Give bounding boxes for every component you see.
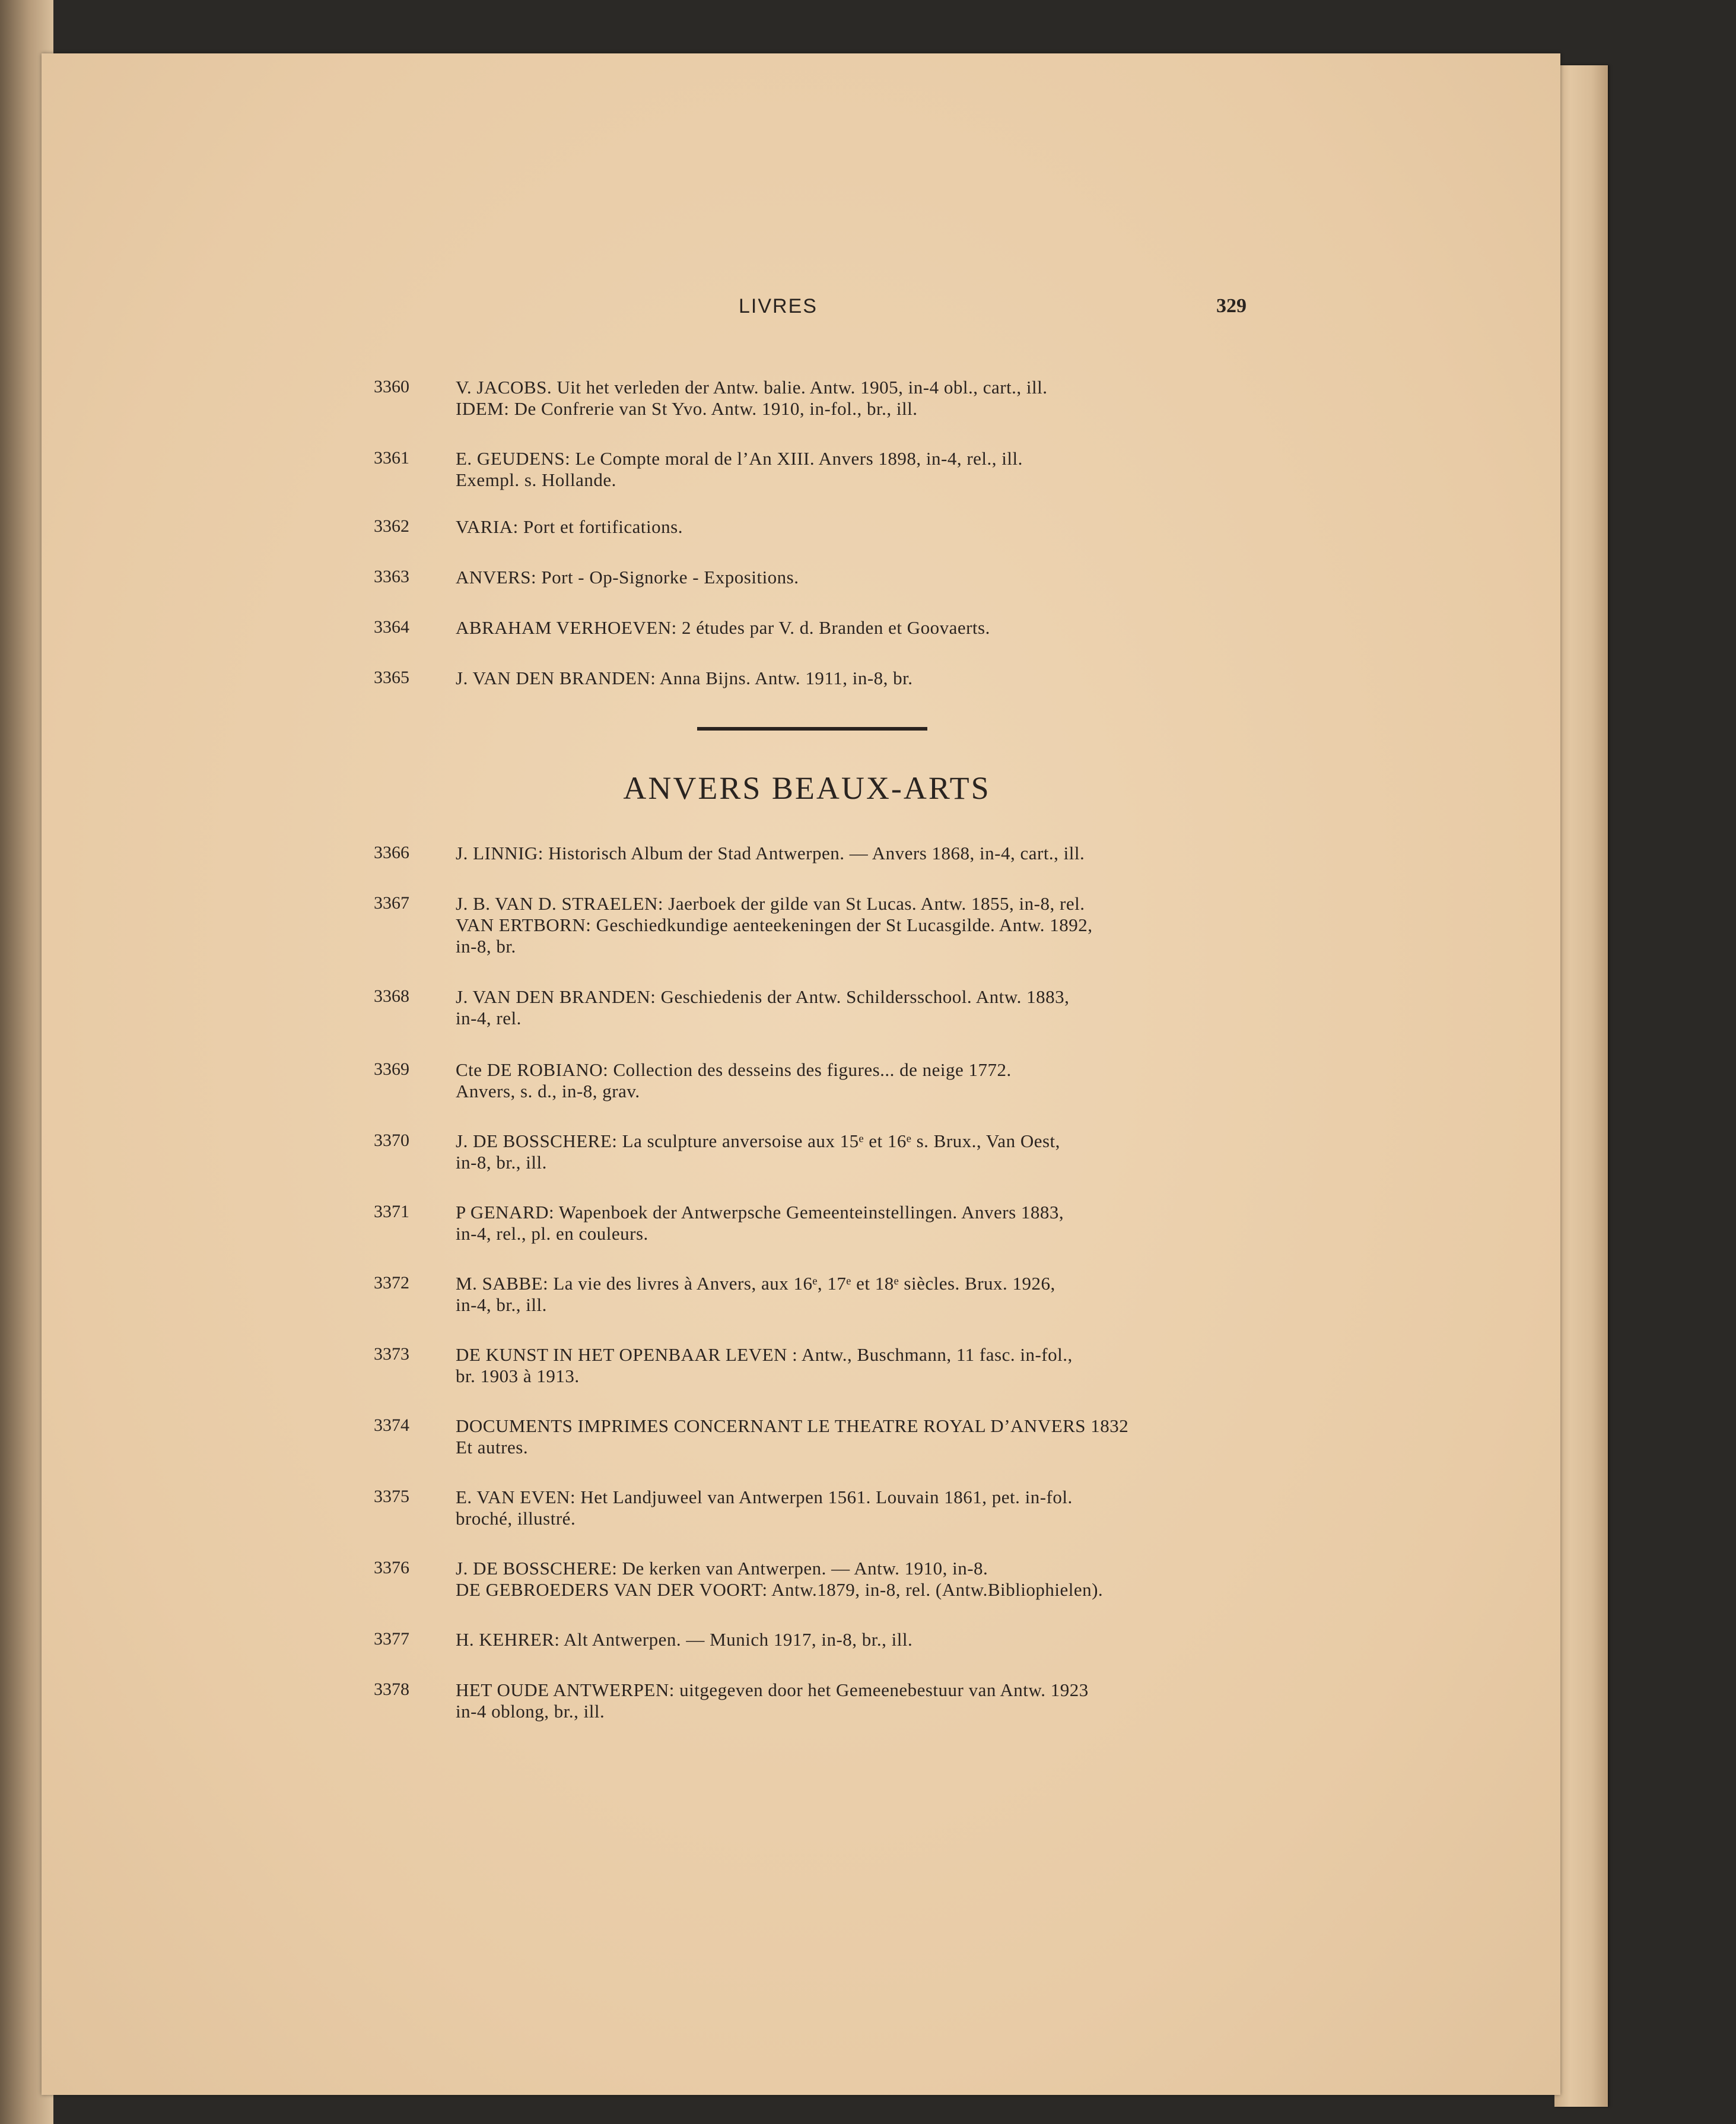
lot-number: 3369 bbox=[374, 1059, 409, 1079]
entry-description bbox=[456, 1059, 1328, 1102]
entry-line: in-4 oblong, br., ill. bbox=[456, 1701, 605, 1722]
entry-description bbox=[456, 1679, 1328, 1722]
entry-line: HET OUDE ANTWERPEN: uitgegeven door het Gemeenebestuur van Antw. 1923 bbox=[456, 1679, 1089, 1700]
entry-line: J. DE BOSSCHERE: La sculpture anversoise aux 15ᵉ et 16ᵉ s. Brux., Van Oest, bbox=[456, 1131, 1060, 1151]
entry-description bbox=[456, 986, 1328, 1029]
entry-line: ANVERS: Port - Op-Signorke - Expositions. bbox=[456, 567, 799, 588]
lot-number: 3377 bbox=[374, 1629, 409, 1649]
entry-line: DE KUNST IN HET OPENBAAR LEVEN : Antw., Buschmann, 11 fasc. in-fol., bbox=[456, 1344, 1073, 1365]
entry-line: IDEM: De Confrerie van St Yvo. Antw. 1910, in-fol., br., ill. bbox=[456, 398, 918, 419]
lot-number: 3360 bbox=[374, 377, 409, 396]
entry-line: J. DE BOSSCHERE: De kerken van Antwerpen. — Antw. 1910, in-8. bbox=[456, 1558, 988, 1579]
entry-line: DOCUMENTS IMPRIMES CONCERNANT LE THEATRE ROYAL D’ANVERS 1832 bbox=[456, 1415, 1129, 1436]
entry-line: in-4, br., ill. bbox=[456, 1294, 547, 1315]
page-stack-edge bbox=[1554, 65, 1608, 2107]
entry-line: DE GEBROEDERS VAN DER VOORT: Antw.1879, in-8, rel. (Antw.Bibliophielen). bbox=[456, 1579, 1104, 1600]
lot-number: 3362 bbox=[374, 516, 409, 536]
entry-line: in-8, br. bbox=[456, 936, 516, 957]
entry-description bbox=[456, 1344, 1328, 1387]
entry-line: Anvers, s. d., in-8, grav. bbox=[456, 1081, 640, 1101]
lot-number: 3368 bbox=[374, 986, 409, 1006]
entry-line: E. VAN EVEN: Het Landjuweel van Antwerpen 1561. Louvain 1861, pet. in-fol. bbox=[456, 1487, 1073, 1507]
entry-line: H. KEHRER: Alt Antwerpen. — Munich 1917, in-8, br., ill. bbox=[456, 1629, 913, 1650]
entry-line: Exempl. s. Hollande. bbox=[456, 469, 616, 490]
entry-line: ABRAHAM VERHOEVEN: 2 études par V. d. Branden et Goovaerts. bbox=[456, 617, 990, 638]
section-divider-rule bbox=[697, 727, 927, 731]
lot-number: 3371 bbox=[374, 1202, 409, 1221]
section-title-text: ANVERS BEAUX-ARTS bbox=[623, 770, 991, 806]
entry-line: br. 1903 à 1913. bbox=[456, 1366, 580, 1386]
lot-number: 3365 bbox=[374, 668, 409, 687]
section-title bbox=[0, 770, 1602, 807]
entry-line: Cte DE ROBIANO: Collection des desseins des figures... de neige 1772. bbox=[456, 1059, 1012, 1080]
entry-description bbox=[456, 617, 1328, 639]
entry-line: in-8, br., ill. bbox=[456, 1152, 547, 1173]
entry-line: J. LINNIG: Historisch Album der Stad Antwerpen. — Anvers 1868, in-4, cart., ill. bbox=[456, 843, 1085, 863]
lot-number: 3366 bbox=[374, 843, 409, 862]
entry-line: E. GEUDENS: Le Compte moral de l’An XIII. Anvers 1898, in-4, rel., ill. bbox=[456, 448, 1023, 469]
lot-number: 3367 bbox=[374, 893, 409, 913]
entry-description bbox=[456, 1131, 1328, 1173]
page-number: 329 bbox=[1216, 295, 1247, 317]
entry-line: V. JACOBS. Uit het verleden der Antw. balie. Antw. 1905, in-4 obl., cart., ill. bbox=[456, 377, 1048, 398]
lot-number: 3374 bbox=[374, 1415, 409, 1435]
lot-number: 3372 bbox=[374, 1273, 409, 1293]
entry-line: M. SABBE: La vie des livres à Anvers, aux 16ᵉ, 17ᵉ et 18ᵉ siècles. Brux. 1926, bbox=[456, 1273, 1055, 1294]
running-header: LIVRES bbox=[739, 295, 818, 318]
entry-description bbox=[456, 1629, 1328, 1650]
entry-description bbox=[456, 1202, 1328, 1244]
entry-line: J. B. VAN D. STRAELEN: Jaerboek der gilde van St Lucas. Antw. 1855, in-8, rel. bbox=[456, 893, 1085, 914]
lot-number: 3363 bbox=[374, 567, 409, 586]
lot-number: 3373 bbox=[374, 1344, 409, 1364]
entry-line: J. VAN DEN BRANDEN: Geschiedenis der Antw. Schildersschool. Antw. 1883, bbox=[456, 986, 1070, 1007]
entry-description bbox=[456, 668, 1328, 689]
entry-description bbox=[456, 377, 1328, 420]
lot-number: 3378 bbox=[374, 1679, 409, 1699]
entry-description bbox=[456, 516, 1328, 538]
entry-description bbox=[456, 1487, 1328, 1529]
entry-line: Et autres. bbox=[456, 1437, 529, 1458]
entry-line: P GENARD: Wapenboek der Antwerpsche Gemeenteinstellingen. Anvers 1883, bbox=[456, 1202, 1064, 1223]
lot-number: 3361 bbox=[374, 448, 409, 468]
lot-number: 3375 bbox=[374, 1487, 409, 1506]
entry-description bbox=[456, 843, 1328, 864]
entry-description bbox=[456, 567, 1328, 588]
entry-description bbox=[456, 1415, 1328, 1458]
entry-line: in-4, rel. bbox=[456, 1008, 522, 1028]
entry-line: broché, illustré. bbox=[456, 1508, 576, 1529]
entry-line: J. VAN DEN BRANDEN: Anna Bijns. Antw. 1911, in-8, br. bbox=[456, 668, 913, 688]
entry-line: in-4, rel., pl. en couleurs. bbox=[456, 1223, 648, 1244]
lot-number: 3370 bbox=[374, 1131, 409, 1150]
entry-description bbox=[456, 893, 1328, 957]
lot-number: 3376 bbox=[374, 1558, 409, 1577]
lot-number: 3364 bbox=[374, 617, 409, 637]
entry-description bbox=[456, 1273, 1328, 1316]
entry-line: VARIA: Port et fortifications. bbox=[456, 516, 683, 537]
entry-line: VAN ERTBORN: Geschiedkundige aenteekeningen der St Lucasgilde. Antw. 1892, bbox=[456, 915, 1093, 935]
entry-description bbox=[456, 1558, 1328, 1601]
entry-description bbox=[456, 448, 1328, 491]
